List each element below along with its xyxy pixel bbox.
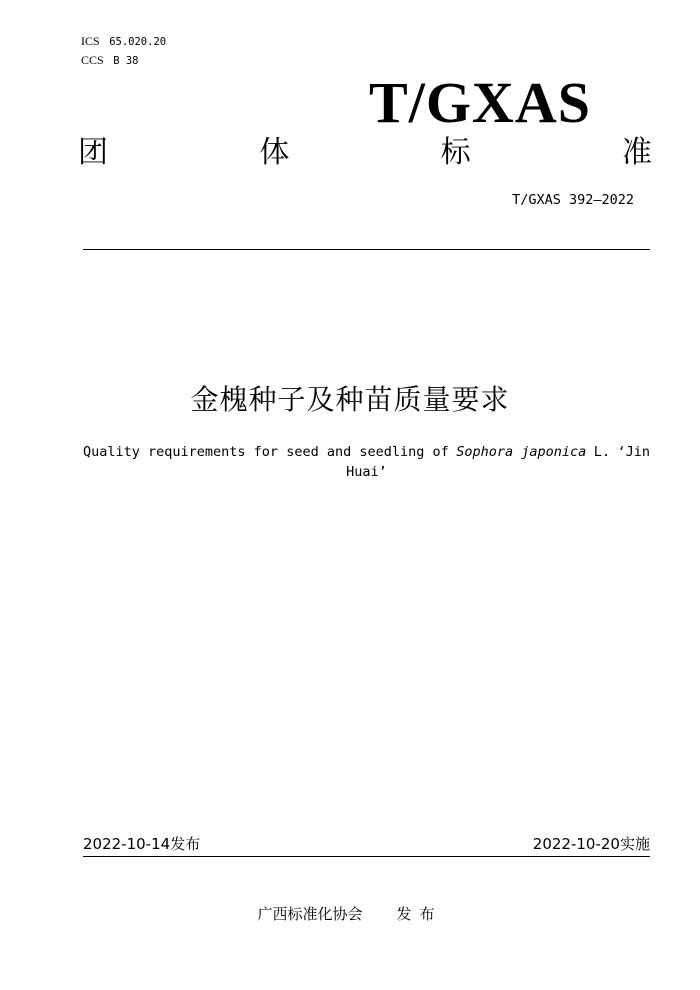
implement-date-value: 2022-10-20 <box>532 835 620 853</box>
ics-value: 65.020.20 <box>109 36 167 48</box>
document-title-en <box>83 442 650 482</box>
implement-date <box>533 834 650 854</box>
publisher-name: 广西标准化协会 <box>257 905 363 923</box>
publish-date <box>83 834 200 854</box>
document-title-cn: 金槐种子及种苗质量要求 <box>190 383 510 416</box>
standard-logo: T/GXAS <box>369 70 591 135</box>
top-divider <box>83 249 650 250</box>
title-en-cultivar-start: ‘Jin <box>617 444 650 460</box>
ccs-label: CCS <box>81 53 104 67</box>
standard-type-char: 体 <box>259 135 290 170</box>
issue-word: 发布 <box>396 905 443 923</box>
title-en-cultivar-end: Huai’ <box>346 464 387 480</box>
bottom-divider <box>83 856 650 857</box>
title-en-line-1 <box>83 442 650 462</box>
standard-type-char: 准 <box>621 135 652 170</box>
title-en-species: Sophora japonica <box>456 444 587 460</box>
standard-type-char: 标 <box>440 135 471 170</box>
standard-type-char: 团 <box>78 135 108 170</box>
title-en-line-2 <box>83 462 650 482</box>
publish-date-value: 2022-10-14 <box>83 835 171 853</box>
publisher <box>0 903 700 925</box>
standard-type <box>78 133 652 173</box>
title-en-prefix: Quality requirements for seed and seedling of <box>83 444 449 460</box>
publish-word: 发布 <box>170 835 201 853</box>
ccs-value: B 38 <box>113 55 139 67</box>
standard-number: T/GXAS 392—2022 <box>512 192 634 208</box>
ccs-code <box>81 53 138 68</box>
title-en-author: L. <box>593 444 610 460</box>
ics-code <box>81 34 166 49</box>
implement-word: 实施 <box>619 835 650 853</box>
ics-label: ICS <box>81 34 100 48</box>
